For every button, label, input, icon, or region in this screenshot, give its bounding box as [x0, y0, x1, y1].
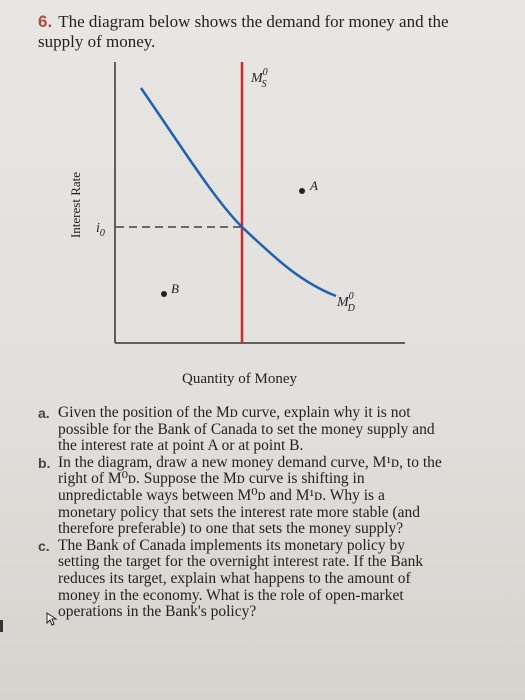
x-axis-label: Quantity of Money — [182, 371, 297, 387]
point-a-marker — [299, 188, 305, 194]
point-a-label: A — [310, 178, 318, 193]
question-number: 6. — [38, 12, 53, 31]
part-a-text: Given the position of the Mᴅ curve, explain why it is not possible for the Bank of Canada to set the money supply and the interest rate at point A or at point B. — [58, 404, 435, 455]
point-b-marker — [161, 291, 167, 297]
part-b-text: In the diagram, draw a new money demand curve, M¹ᴅ, to the right of M⁰ᴅ. Suppose the Mᴅ curve is shifting in unpredictable ways between M⁰ᴅ and M¹ᴅ. Why is a monetary policy that sets the interest rate more stable (and therefore preferable) to one that sets the money supply? — [58, 453, 442, 538]
y-axis-label: Interest Rate — [68, 171, 83, 239]
money-demand-curve — [141, 88, 336, 296]
money-demand-label: $M^0$ D — [337, 291, 355, 314]
part-c — [36, 538, 446, 621]
mouse-cursor-icon — [46, 612, 60, 626]
edge-mark — [0, 620, 3, 632]
part-a-label: a. — [38, 405, 50, 421]
question-text: The diagram below shows the demand for money and the supply of money. — [38, 12, 449, 51]
equilibrium-rate-label: $i_0$ — [96, 221, 105, 239]
part-c-text: The Bank of Canada implements its monetary policy by setting the target for the overnight interest rate. If the Bank reduces its target, explain what happens to the amount of money in the economy. What is the role of open-market operations in the Bank's policy? — [58, 536, 424, 621]
part-a — [36, 405, 446, 455]
point-b-label: B — [171, 281, 179, 296]
money-supply-label: $M^0$ S — [251, 67, 268, 90]
part-c-label: c. — [38, 537, 50, 554]
part-b — [36, 455, 446, 538]
part-b-label: b. — [38, 454, 51, 471]
question-parts — [36, 405, 446, 621]
